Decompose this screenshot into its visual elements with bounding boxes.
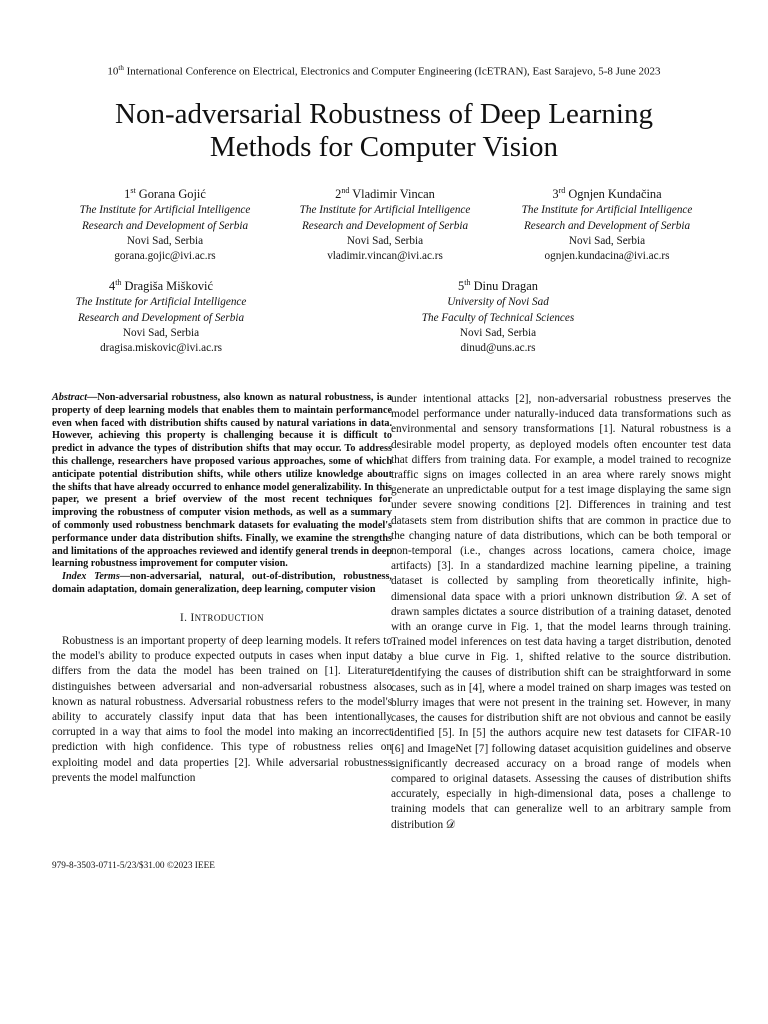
author-block-3 (496, 183, 718, 264)
conference-ordinal: 10 (107, 65, 119, 78)
paper-title-line1: Non-adversarial Robustness of Deep Learning (115, 98, 653, 130)
author-name (382, 275, 614, 294)
author-ordinal-suffix: st (130, 186, 136, 195)
author-city: Novi Sad, Serbia (346, 234, 424, 247)
author-name (50, 275, 272, 294)
author-affiliation-2: Research and Development of Serbia (523, 219, 691, 232)
introduction-paragraph-continued: under intentional attacks [2], non-adversarial robustness preserves the model performance under naturally-induced data transformations such as environmental and sensory transformations [1]. Natural robustness is a desirable model property, as deployed models often encounter test data that differs from training data. For example, a model trained to recognize traffic signs on images collected in an area where rarely snows might generate an unpredictable output for a test image displaying the same sign under severe snowing conditions [2]. Differences in training and test datasets stem from distribution shifts that are common in practice due to the changing nature of data distributions, which can be both temporal or non-temporal (i.e., changes across locations, camera choice, image artifacts) [3]. In a standardized machine learning pipeline, a training dataset is collected by sampling from theoretically infinite, high-dimensional data space with a priori unknown distribution 𝒟. A set of drawn samples dictates a source distribution of a training dataset, denoted with an orange curve in Fig. 1, that the model learns through training. Trained model inferences on test data having a target distribution, denoted by a blue curve in Fig. 1, shifted relative to the source distribution. Identifying the causes of distribution shift can be straightforward in some cases, such as in [4], where a model trained on sharp images was tested on blurry images that were not present in the training set. However, in many cases, the causes for distribution shift are not obvious and cannot be easily identified [5]. In [5] the authors acquire new test datasets for CIFAR-10 [6] and ImageNet [7] following dataset acquisition guidelines and observe significantly decreased accuracy on a broad range of models when compared to original datasets. Assessing the causes of distribution shifts accurately, especially in high-dimensional data, poses a challenge to training models that can generalize well to an arbitrary sample from distribution 𝒟 (391, 393, 731, 831)
author-affiliation: The Institute for Artificial Intelligence (299, 204, 471, 217)
author-affiliation-2: Research and Development of Serbia (301, 219, 469, 232)
author-city: Novi Sad, Serbia (122, 326, 200, 339)
author-affiliation-2: The Faculty of Technical Sciences (421, 311, 575, 324)
author-block-2 (274, 183, 496, 264)
section-first-letter: I (190, 611, 195, 624)
author-ordinal-suffix: th (115, 278, 122, 287)
author-name-text: Gorana Gojić (138, 187, 206, 202)
abstract (52, 392, 392, 571)
section-title-rest: NTRODUCTION (194, 612, 265, 623)
left-column (52, 392, 392, 786)
author-email[interactable]: dinud@uns.ac.rs (460, 341, 536, 354)
author-ordinal-suffix: rd (558, 186, 566, 195)
author-name-text: Dragiša Mišković (124, 279, 213, 294)
author-affiliation: The Institute for Artificial Intelligence (79, 204, 251, 217)
abstract-text: —Non-adversarial robustness, also known as natural robustness, is a property of deep learning models that enables them to maintain performance even when faced with distribution shifts caused by natural variations in data. However, achieving this property is challenging because it is difficult to predict in advance the types of distribution shifts that may occur. To address this challenge, researchers have proposed various approaches, some of which anticipate potential distribution shifts, while others utilize knowledge about the shifts that have already occurred to enhance model generalizability. In this paper, we present a brief overview of the most recent techniques for improving the robustness of computer vision methods, as well as a summary of commonly used robustness benchmark datasets for evaluating the model's performance under data distribution shifts. Finally, we examine the strengths and limitations of the approaches reviewed and identify general trends in deep learning robustness improvement for computer vision. (52, 392, 392, 570)
author-name-text: Ognjen Kundačina (568, 187, 662, 202)
author-ordinal-suffix: th (464, 278, 471, 287)
author-ordinal: 4 (109, 279, 116, 294)
author-name (274, 183, 496, 202)
author-name (496, 183, 718, 202)
introduction-paragraph: Robustness is an important property of deep learning models. It refers to the model's ability to produce expected outputs in cases when input data differs from the data the model has been trained on [1]. Literature distinguishes between adversarial and non-adversarial robustness also known as natural robustness. Adversarial robustness refers to the model's ability to accurately classify input data that has been intentionally corrupted in a way that aims to fool the model into making an incorrect prediction with high confidence. This type of robustness relies on exploiting model and data properties [2]. While adversarial robustness prevents the model malfunction (52, 634, 392, 784)
author-ordinal: 3 (552, 187, 559, 202)
author-ordinal-suffix: nd (341, 186, 350, 195)
author-email[interactable]: dragisa.miskovic@ivi.ac.rs (100, 341, 222, 354)
author-affiliation-2: Research and Development of Serbia (81, 219, 249, 232)
author-affiliation: The Institute for Artificial Intelligence (75, 296, 247, 309)
author-name-text: Dinu Dragan (473, 279, 538, 294)
paper-title (40, 98, 728, 164)
index-terms-label: Index Terms (62, 571, 120, 583)
conference-header (40, 64, 728, 78)
section-numeral: I. (179, 611, 191, 624)
author-email[interactable]: vladimir.vincan@ivi.ac.rs (327, 249, 443, 262)
copyright-footer: 979-8-3503-0711-5/23/$31.00 ©2023 IEEE (52, 861, 215, 871)
right-column (391, 392, 731, 833)
author-city: Novi Sad, Serbia (126, 234, 204, 247)
conference-ordinal-suffix: th (118, 64, 124, 72)
author-city: Novi Sad, Serbia (568, 234, 646, 247)
conference-name: International Conference on Electrical, Electronics and Computer Engineering (IcETRAN), East Sarajevo, 5-8 June 2023 (123, 65, 661, 78)
abstract-label: Abstract (52, 392, 88, 403)
author-name-text: Vladimir Vincan (352, 187, 435, 202)
index-terms (52, 571, 392, 597)
author-email[interactable]: ognjen.kundacina@ivi.ac.rs (544, 249, 670, 262)
author-block-1 (54, 183, 276, 264)
section-heading-introduction (52, 611, 392, 626)
author-ordinal: 1 (124, 187, 131, 202)
author-ordinal: 2 (335, 187, 342, 202)
author-name (54, 183, 276, 202)
author-city: Novi Sad, Serbia (459, 326, 537, 339)
index-terms-text: —non-adversarial, natural, out-of-distribution, robustness, domain adaptation, domain generalization, deep learning, computer vision (52, 571, 392, 595)
paper-title-line2: Methods for Computer Vision (209, 131, 559, 163)
author-affiliation: University of Novi Sad (447, 296, 549, 309)
author-block-5 (382, 275, 614, 356)
author-block-4 (50, 275, 272, 356)
author-affiliation: The Institute for Artificial Intelligence (521, 204, 693, 217)
author-affiliation-2: Research and Development of Serbia (77, 311, 245, 324)
author-email[interactable]: gorana.gojic@ivi.ac.rs (114, 249, 216, 262)
author-ordinal: 5 (458, 279, 465, 294)
